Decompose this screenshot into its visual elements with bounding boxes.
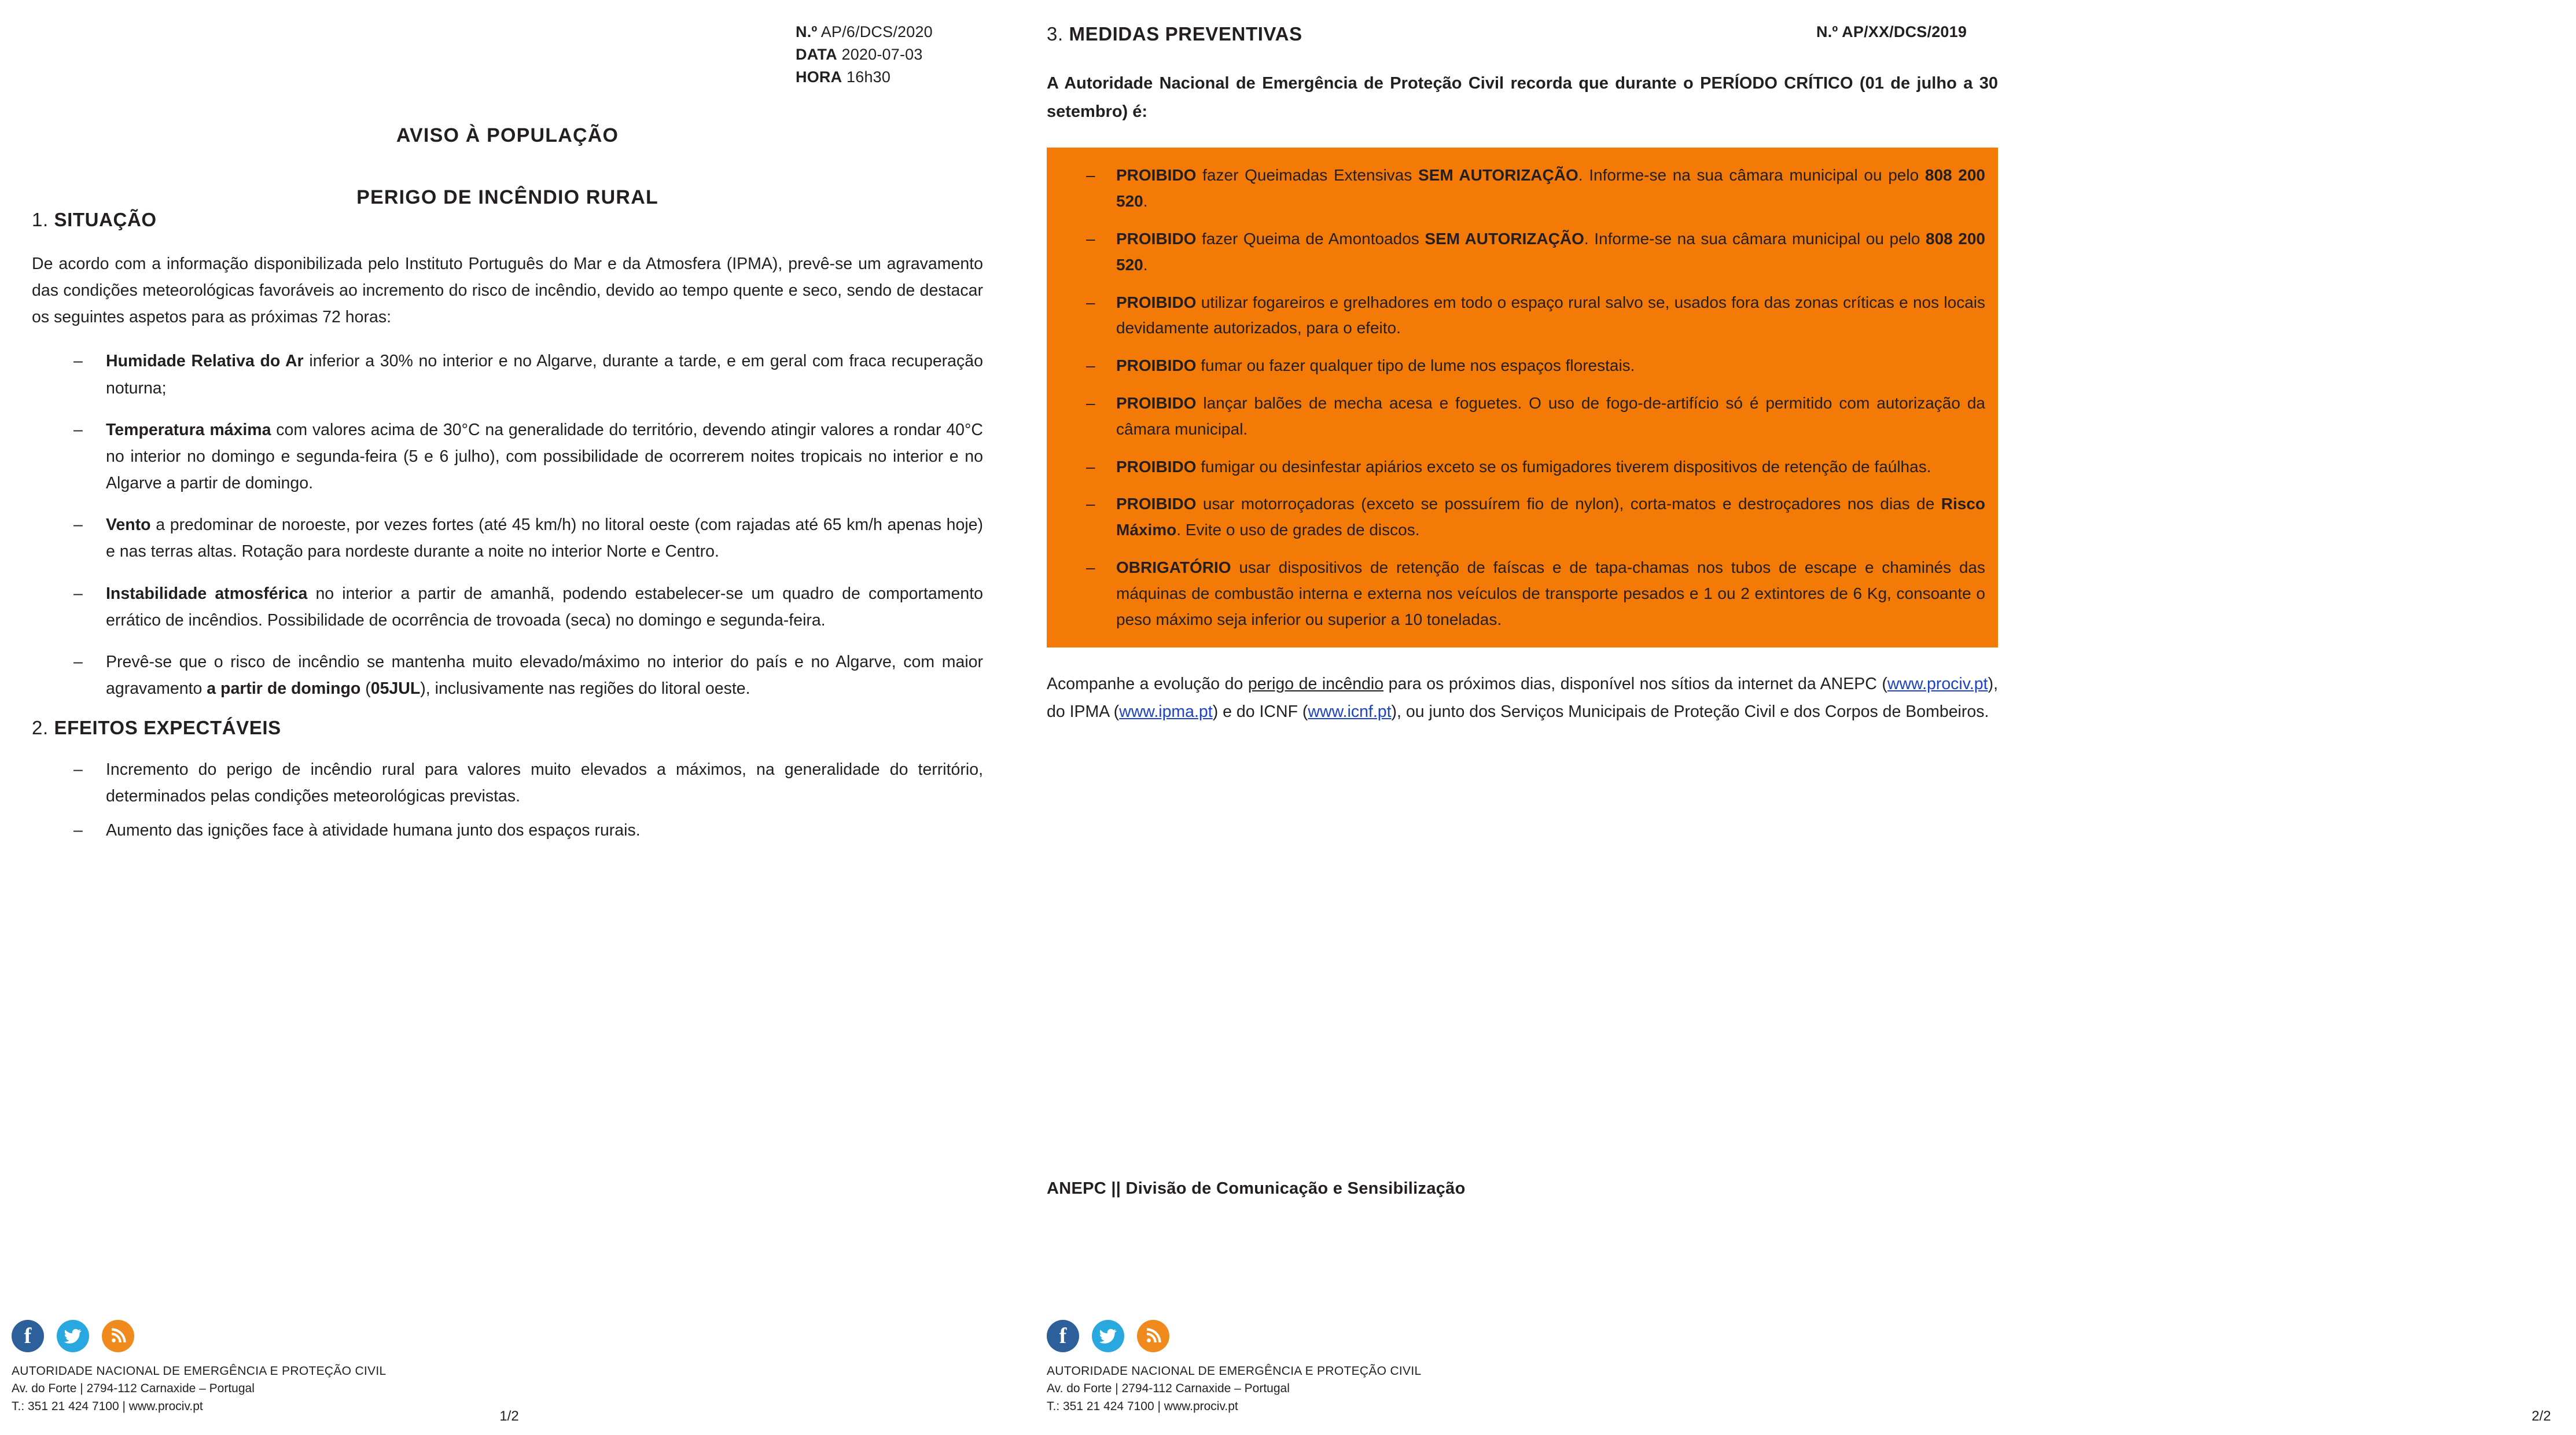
footer-organization: AUTORIDADE NACIONAL DE EMERGÊNCIA E PROTEÇÃO CIVIL: [1047, 1364, 1422, 1378]
efeitos-list: [32, 756, 983, 843]
list-item: – PROIBIDO fazer Queimadas Extensivas SEM AUTORIZAÇÃO. Informe-se na sua câmara municipal ou pelo 808 200 520.: [1086, 163, 1985, 215]
list-item: – Instabilidade atmosférica no interior a partir de amanhã, podendo estabelecer-se um quadro de comportamento errático de incêndios. Possibilidade de ocorrência de trovoada (seca) no domingo e segunda-feira.: [73, 580, 983, 634]
section-number: 3.: [1047, 23, 1063, 45]
situacao-list: [32, 348, 983, 702]
time-line: [796, 66, 933, 89]
section-title: EFEITOS EXPECTÁVEIS: [54, 717, 281, 739]
list-item: – Temperatura máxima com valores acima de 30°C na generalidade do território, devendo atingir valores a rondar 40°C no interior no domingo e segunda-feira (5 e 6 julho), com possibilidade de ocorrerem noites tropicais no interior e no Algarve a partir de domingo.: [73, 417, 983, 496]
twitter-icon[interactable]: [57, 1320, 89, 1352]
prohibitions-list: [1053, 163, 1985, 632]
date-line: [796, 43, 933, 66]
section-heading-situacao: [32, 209, 983, 231]
list-item: – PROIBIDO fumigar ou desinfestar apiários exceto se os fumigadores tiverem dispositivos de retenção de faúlhas.: [1086, 454, 1985, 480]
twitter-icon[interactable]: [1092, 1320, 1124, 1352]
text-fragment: ), ou junto dos Serviços Municipais de Proteção Civil e dos Corpos de Bombeiros.: [1391, 702, 1989, 722]
list-item: – PROIBIDO usar motorroçadoras (exceto se possuírem fio de nylon), corta-matos e destroçadores nos dias de Risco Máximo. Evite o uso de grades de discos.: [1086, 491, 1985, 543]
footer-address: Av. do Forte | 2794-112 Carnaxide – Portugal: [1047, 1382, 1290, 1396]
list-item: – PROIBIDO fumar ou fazer qualquer tipo de lume nos espaços florestais.: [1086, 353, 1985, 379]
footer-contact: T.: 351 21 424 7100 | www.prociv.pt: [12, 1399, 203, 1413]
section-title: MEDIDAS PREVENTIVAS: [1069, 23, 1302, 45]
facebook-icon[interactable]: f: [12, 1320, 44, 1352]
page-number-left: 1/2: [499, 1408, 519, 1424]
reference-label: N.º: [796, 23, 818, 41]
rss-icon[interactable]: [102, 1320, 134, 1352]
page-subtitle: PERIGO DE INCÊNDIO RURAL: [356, 186, 658, 208]
link-prociv[interactable]: www.prociv.pt: [1887, 675, 1988, 694]
text-fragment: Acompanhe a evolução do: [1047, 675, 1248, 694]
social-links[interactable]: [1047, 1320, 2030, 1352]
document-reference-left: [796, 21, 933, 89]
page-title: AVISO À POPULAÇÃO: [396, 124, 619, 146]
time-value: 16h30: [847, 68, 891, 86]
list-item: – PROIBIDO lançar balões de mecha acesa e foguetes. O uso de fogo-de-artifício só é permitido com autorização da câmara municipal.: [1086, 391, 1985, 443]
footer-organization: AUTORIDADE NACIONAL DE EMERGÊNCIA E PROTEÇÃO CIVIL: [12, 1364, 387, 1378]
page-2-column: [1015, 0, 2551, 1435]
link-icnf[interactable]: www.icnf.pt: [1308, 702, 1392, 722]
list-item: – Vento a predominar de noroeste, por vezes fortes (até 45 km/h) no litoral oeste (com rajadas até 65 km/h apenas hoje) e nas terras altas. Rotação para nordeste durante a noite no interior Norte e Centro.: [73, 512, 983, 565]
list-item: – OBRIGATÓRIO usar dispositivos de retenção de faíscas e de tapa-chamas nos tubos de escape e chaminés das máquinas de combustão interna e externa nos veículos de transporte pesados e 1 ou 2 extintores de 6 Kg, consoante o peso máximo seja inferior ou superior a 10 toneladas.: [1086, 555, 1985, 632]
social-links[interactable]: [12, 1320, 995, 1352]
list-item: – Prevê-se que o risco de incêndio se mantenha muito elevado/máximo no interior do país e no Algarve, com maior agravamento a partir de domingo (05JUL), inclusivamente nas regiões do litoral oeste.: [73, 649, 983, 702]
list-item: – Incremento do perigo de incêndio rural para valores muito elevados a máximos, na generalidade do território, determinados pelas condições meteorológicas previstas.: [73, 756, 983, 810]
follow-up-paragraph: [1047, 671, 1998, 726]
situacao-intro-paragraph: De acordo com a informação disponibilizada pelo Instituto Português do Mar e da Atmosfera (IPMA), prevê-se um agravamento das condições meteorológicas favoráveis ao incremento do risco de incêndio, devido ao tempo quente e seco, sendo de destacar os seguintes aspetos para as próximas 72 horas:: [32, 255, 983, 327]
section-heading-efeitos: [32, 717, 983, 739]
facebook-icon[interactable]: f: [1047, 1320, 1079, 1352]
document-signature: ANEPC || Divisão de Comunicação e Sensibilização: [1047, 1179, 1466, 1198]
list-item: – Aumento das ignições face à atividade humana junto dos espaços rurais.: [73, 817, 983, 844]
medidas-lead-paragraph: A Autoridade Nacional de Emergência de Proteção Civil recorda que durante o PERÍODO CRÍTICO (01 de julho a 30 setembro) é:: [1047, 74, 1998, 121]
list-item: – PROIBIDO utilizar fogareiros e grelhadores em todo o espaço rural salvo se, usados fora das zonas críticas e nos locais devidamente autorizados, para o efeito.: [1086, 290, 1985, 342]
document-reference-right: N.º AP/XX/DCS/2019: [1816, 23, 1967, 41]
link-ipma[interactable]: www.ipma.pt: [1119, 702, 1213, 722]
page-1-column: [0, 0, 1015, 1435]
reference-value: AP/6/DCS/2020: [820, 23, 933, 41]
prohibitions-box: [1047, 148, 1998, 647]
reference-line: [796, 21, 933, 43]
footer-right: [1047, 1320, 2030, 1415]
date-value: 2020-07-03: [841, 46, 923, 64]
list-item: – PROIBIDO fazer Queima de Amontoados SEM AUTORIZAÇÃO. Informe-se na sua câmara municipal ou pelo 808 200 520.: [1086, 226, 1985, 278]
page-number-right: 2/2: [2531, 1408, 2551, 1424]
text-fragment: ), do IPMA (: [1047, 675, 1998, 722]
list-item: – Humidade Relativa do Ar inferior a 30% no interior e no Algarve, durante a tarde, e em geral com fraca recuperação noturna;: [73, 348, 983, 401]
perigo-incendio-underline: perigo de incêndio: [1247, 675, 1384, 694]
section-title: SITUAÇÃO: [54, 209, 157, 230]
rss-icon[interactable]: [1137, 1320, 1169, 1352]
section-number: 2.: [32, 717, 49, 739]
section-number: 1.: [32, 209, 49, 230]
footer-left: [12, 1320, 995, 1415]
time-label: HORA: [796, 68, 842, 86]
date-label: DATA: [796, 46, 837, 64]
text-fragment: para os próximos dias, disponível nos sítios da internet da ANEPC (: [1383, 675, 1887, 694]
footer-address: Av. do Forte | 2794-112 Carnaxide – Portugal: [12, 1382, 255, 1396]
text-fragment: ) e do ICNF (: [1212, 702, 1308, 722]
footer-contact: T.: 351 21 424 7100 | www.prociv.pt: [1047, 1399, 1238, 1413]
